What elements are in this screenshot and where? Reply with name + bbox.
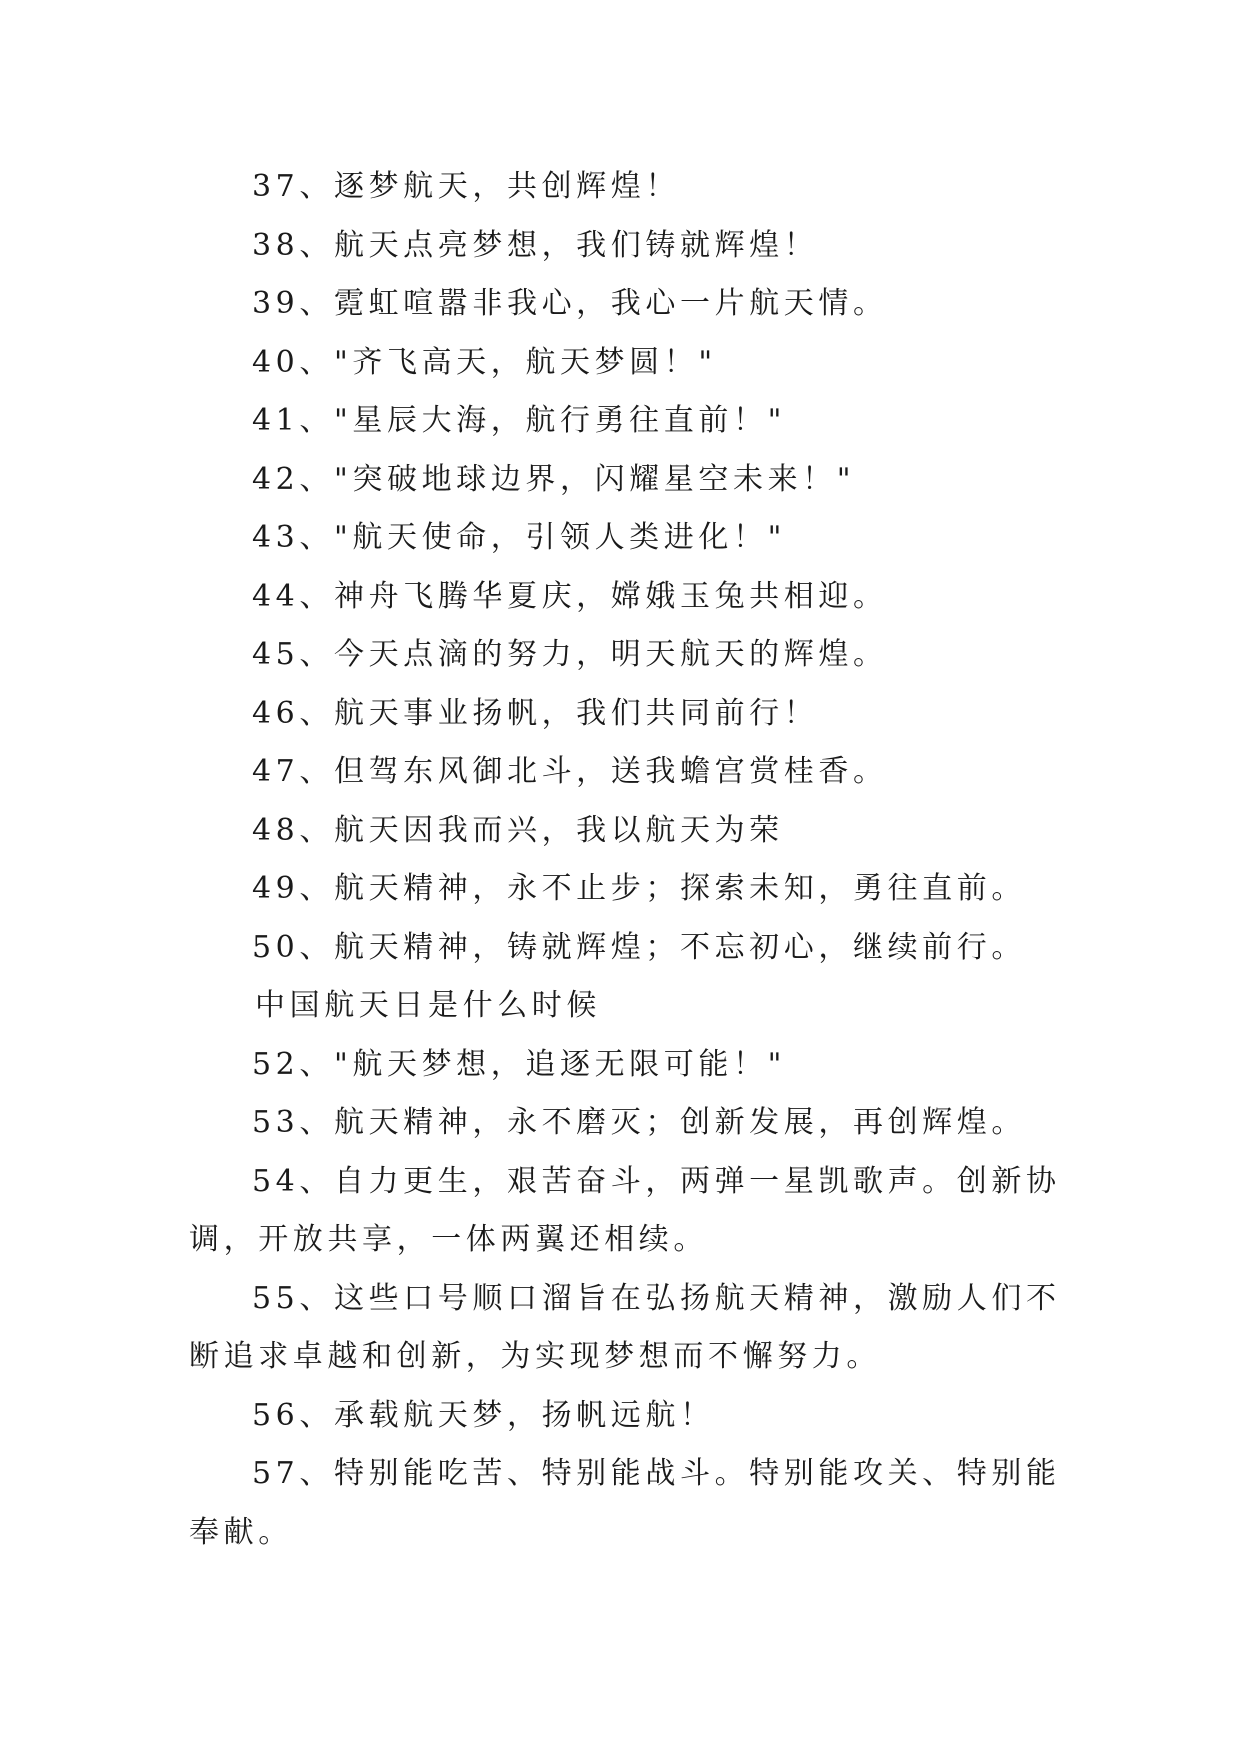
section-heading: 中国航天日是什么时候 bbox=[255, 988, 601, 1023]
slogan-53: 53、航天精神，永不磨灭；创新发展，再创辉煌。 bbox=[252, 1105, 1026, 1140]
slogan-37: 37、逐梦航天，共创辉煌！ bbox=[252, 169, 680, 204]
slogan-46: 46、航天事业扬帆，我们共同前行！ bbox=[252, 695, 819, 731]
slogan-50: 50、航天精神，铸就辉煌；不忘初心，继续前行。 bbox=[252, 929, 1026, 965]
slogan-41: 41、"星辰大海，航行勇往直前！" bbox=[252, 403, 786, 438]
slogan-56: 56、承载航天梦，扬帆远航！ bbox=[252, 1397, 715, 1433]
slogan-49: 49、航天精神，永不止步；探索未知，勇往直前。 bbox=[252, 871, 1026, 906]
slogan-43: 43、"航天使命，引领人类进化！" bbox=[252, 520, 786, 555]
slogan-40: 40、"齐飞高天，航天梦圆！" bbox=[252, 344, 717, 380]
document-body bbox=[189, 158, 1063, 1562]
slogan-44: 44、神舟飞腾华夏庆，嫦娥玉兔共相迎。 bbox=[252, 578, 888, 614]
slogan-57: 57、特别能吃苦、特别能战斗。特别能攻关、特别能奉献。 bbox=[189, 1456, 1061, 1550]
slogan-42: 42、"突破地球边界，闪耀星空未来！" bbox=[252, 461, 856, 497]
slogan-39: 39、霓虹喧嚣非我心，我心一片航天情。 bbox=[252, 286, 888, 321]
slogan-52: 52、"航天梦想，追逐无限可能！" bbox=[252, 1046, 786, 1082]
slogan-54: 54、自力更生，艰苦奋斗，两弹一星凯歌声。创新协调，开放共享，一体两翼还相续。 bbox=[189, 1163, 1061, 1257]
slogan-47: 47、但驾东风御北斗，送我蟾宫赏桂香。 bbox=[252, 754, 888, 789]
slogan-55: 55、这些口号顺口溜旨在弘扬航天精神，激励人们不断追求卓越和创新，为实现梦想而不懈努力。 bbox=[189, 1280, 1061, 1374]
slogan-45: 45、今天点滴的努力，明天航天的辉煌。 bbox=[252, 637, 888, 672]
slogan-38: 38、航天点亮梦想，我们铸就辉煌！ bbox=[252, 227, 819, 263]
slogan-48: 48、航天因我而兴，我以航天为荣 bbox=[252, 812, 784, 848]
